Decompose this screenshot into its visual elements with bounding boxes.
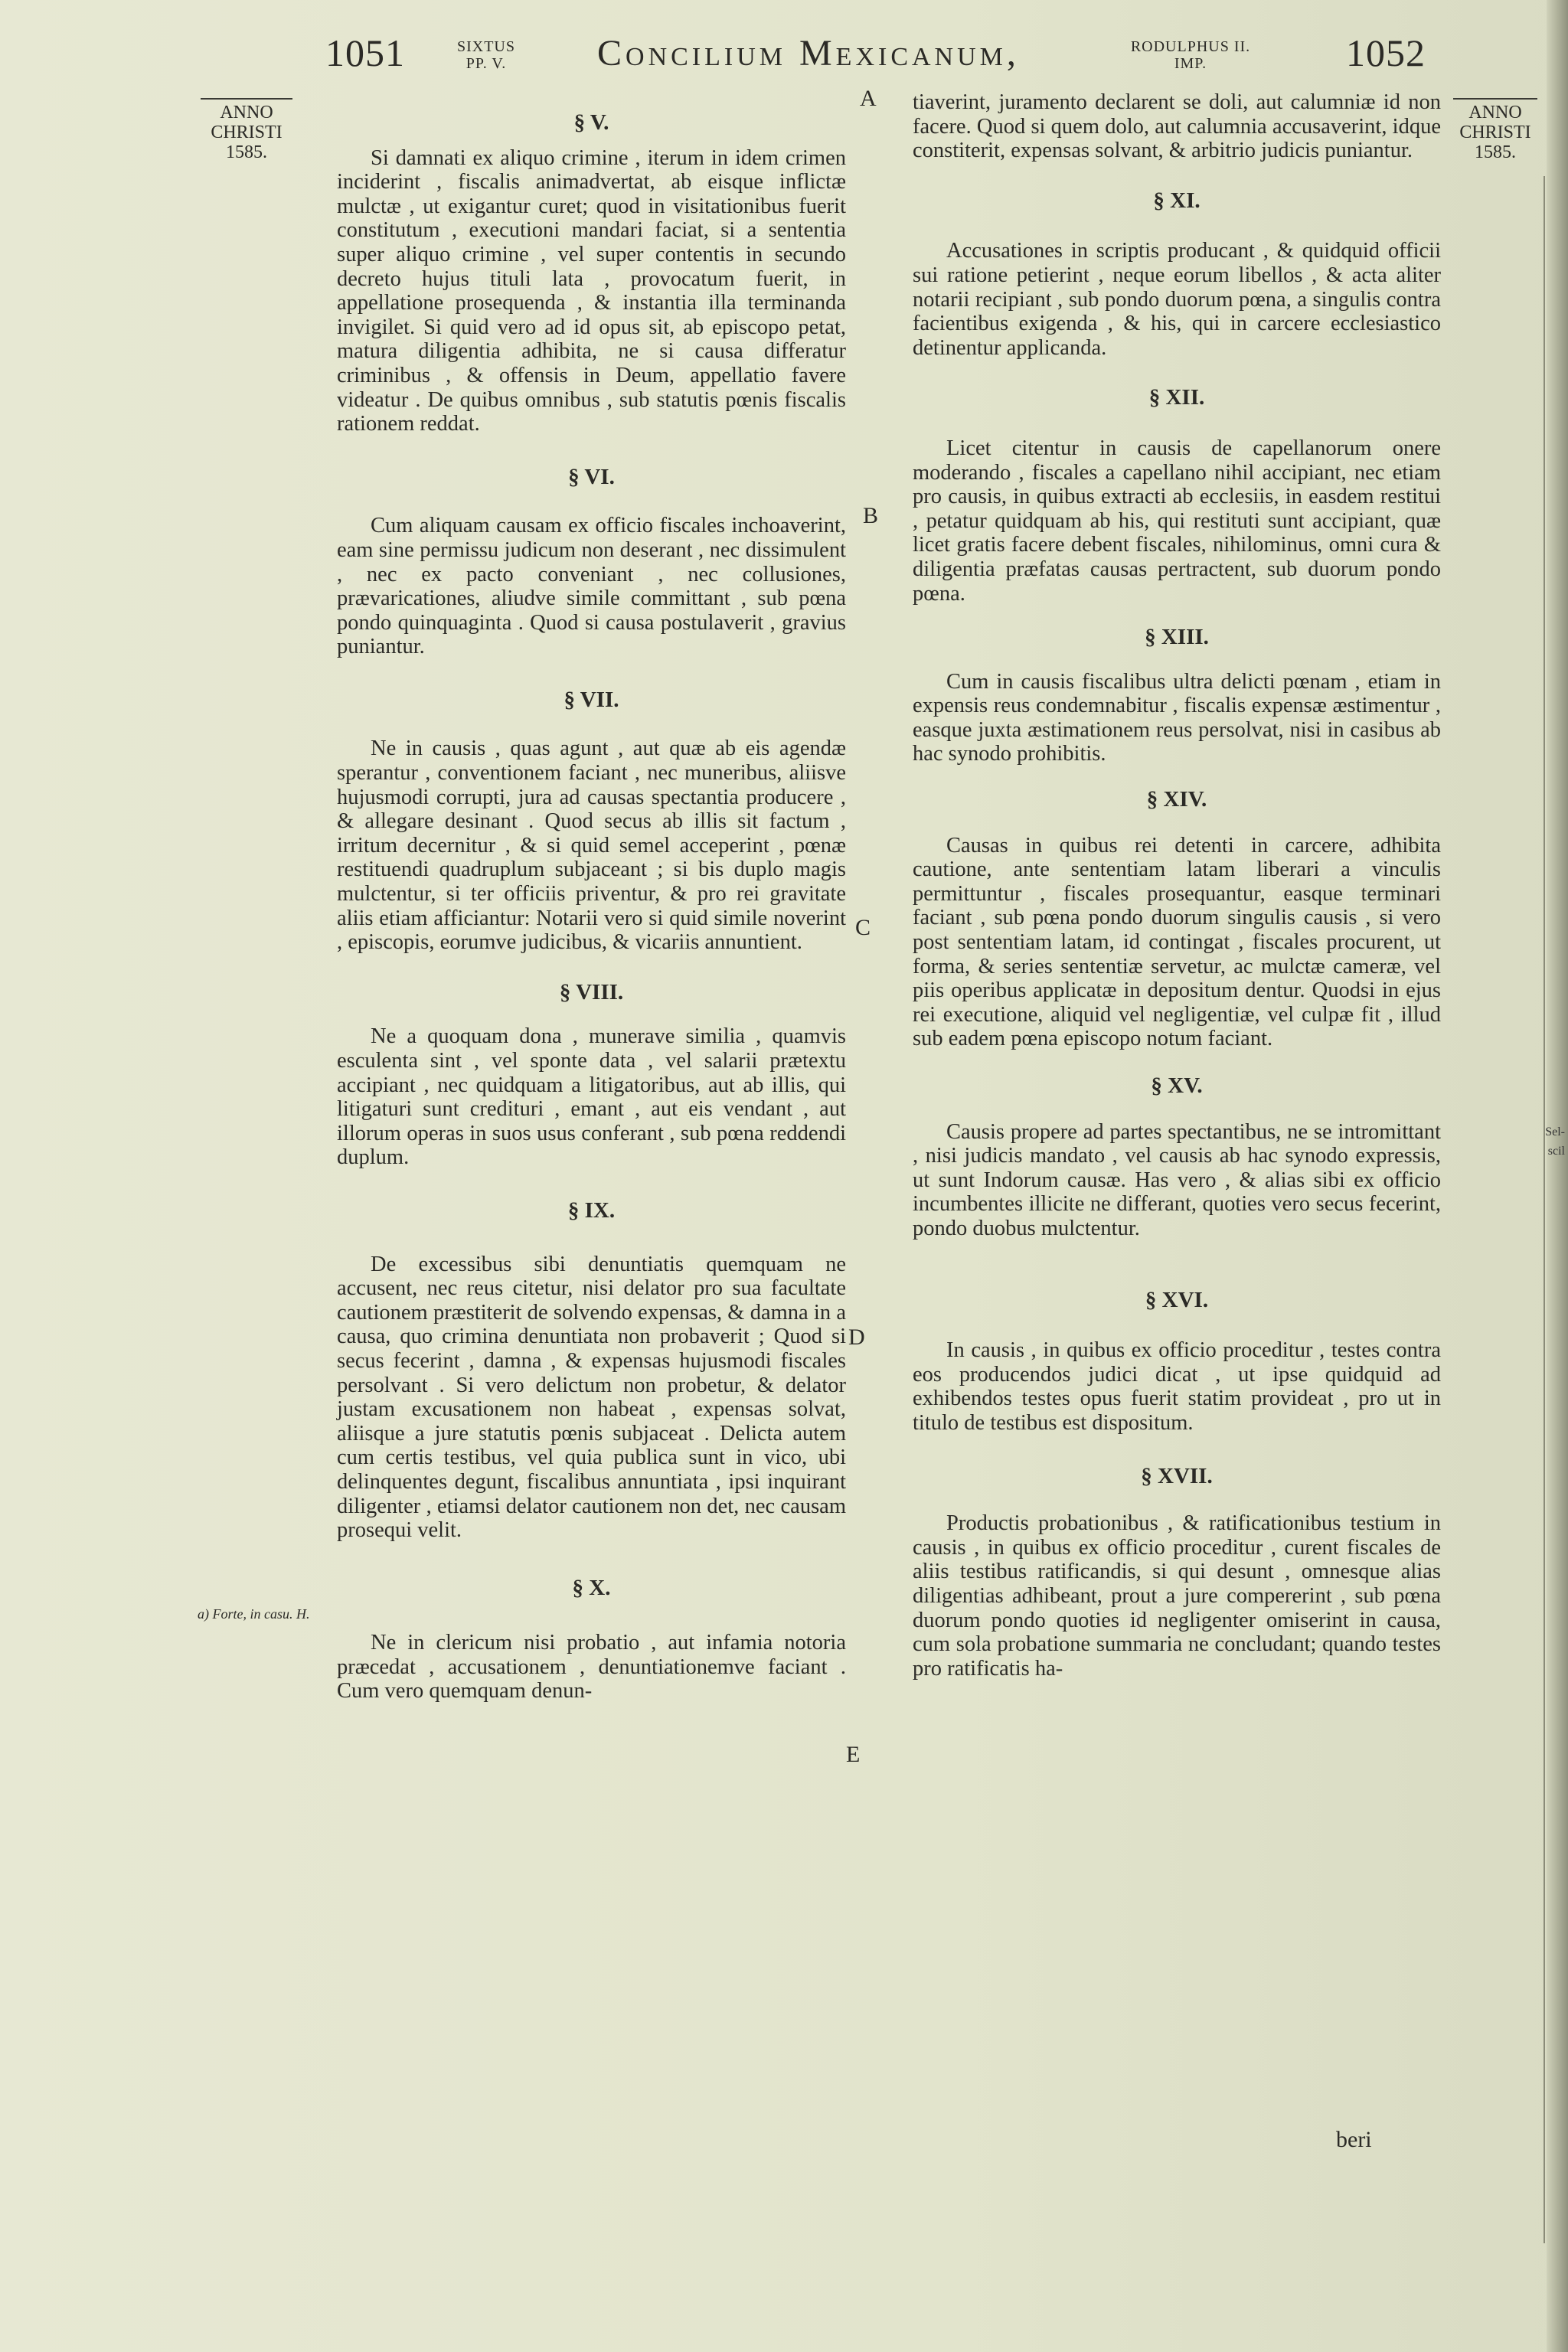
section-heading: § XV. <box>1151 1073 1203 1098</box>
section-paragraph: Causis propere ad partes spectantibus, ne se intromittant , nisi judicis mandato , vel causis ab hac synodo expressis, ut sunt Indorum causæ. Has vero , & alias sibi ex officio incumbentes illicite ne differant, quoties vero secus fecerint, pondo duobus mulctentur. <box>913 1119 1441 1240</box>
section-heading: § XIV. <box>1146 787 1207 812</box>
anno-year: 1585. <box>1475 142 1516 162</box>
section-paragraph: Ne in causis , quas agunt , aut quæ ab eis agendæ sperantur , conventionem faciant , nec muneribus, aliisve hujusmodi corrupti, jura ad causas spectantia producere , & allegare desinant . Quod secus ab illis sit factum , irritum decernitur , & si quid semel acceperint , pœnæ restituendi quadruplum subjaceant ; si bis duplo magis mulctentur, si ter officiis priventur, & pro rei gravitate aliis etiam afficiantur: Notarii vero si quid simile noverint , episcopis, eorumve judicibus, & vicariis annuntient. <box>337 737 846 955</box>
christi-label: CHRISTI <box>1459 122 1531 142</box>
page-number-right: 1052 <box>1346 31 1426 74</box>
section-heading: § VIII. <box>559 979 624 1004</box>
header-pope: SIXTUS PP. V. <box>456 38 515 72</box>
margin-letter-b: B <box>863 503 879 528</box>
left-column <box>337 111 846 1704</box>
section-heading: § V. <box>573 110 609 135</box>
anno-rule <box>201 98 292 100</box>
christi-label: CHRISTI <box>211 122 283 142</box>
edge-fragment: Sel- <box>1545 1125 1565 1138</box>
section-paragraph: Causas in quibus rei detenti in carcere, adhibita cautione, ante sententiam latam liberari a vinculis permittuntur , fiscales prosequantur, easque terminari faciant , sub pœna pondo duorum singulis causis , si vero post sententiam latam, id contingat , fiscales procurent, ut forma, & series sententiæ servetur, ac mulctæ cameræ, vel piis operibus applicatæ in depositum dentur. Quodsi in ejus rei executione, aliquid vel negligentiæ, vel culpæ fit , illud sub eadem pœna episcopo notum faciant. <box>913 833 1441 1051</box>
anno-christi-left <box>201 98 292 162</box>
margin-letter-d: D <box>848 1325 865 1350</box>
anno-label: ANNO <box>220 103 273 122</box>
section-heading: § XIII. <box>1145 625 1209 650</box>
margin-letter-e: E <box>846 1742 861 1767</box>
running-title: Concilium Mexicanum, <box>597 33 1020 74</box>
section-heading: § XVI. <box>1145 1287 1209 1312</box>
right-column <box>913 90 1441 1681</box>
anno-year: 1585. <box>226 142 267 162</box>
header-emperor: RODULPHUS II. IMP. <box>1130 38 1251 72</box>
section-paragraph: In causis , in quibus ex officio proceditur , testes contra eos producendos judici dicat , ut ipse quidquid ad exhibendos testes opus fuerit statim provideat , pro ut in titulo de testibus est dispositum. <box>913 1338 1441 1435</box>
section-paragraph: Cum in causis fiscalibus ultra delicti pœnam , etiam in expensis reus condemnabitur , fiscalis expensæ æstimentur , easque juxta æstimationem reus persolvat, nisi in casibus ab hac synodo prohibitis. <box>913 669 1441 766</box>
section-heading: § XVII. <box>1141 1463 1213 1488</box>
page-number-left: 1051 <box>325 31 405 74</box>
section-paragraph: De excessibus sibi denuntiatis quemquam ne accusent, nec reus citetur, nisi delator pro sua facultate cautionem præstiterit de solvendo expensas, & damna in a causa, quo crimina denuntiata non probaverit ; Quod si secus fecerint , damna , & expensas hujusmodi fiscales persolvant . Si vero delictum non probetur, & delator justam excusationem non habeat , expensas solvat, aliisque a jure statutis pœnis subjaceat . Delicta autem cum certis testibus, vel quia publica sunt in vico, ubi delinquentes degunt, fiscalibus annuntiata , ipsi inquirant diligenter , etiamsi delator cautionem non det, nec causam prosequi velit. <box>337 1252 846 1543</box>
margin-footnote: a) Forte, in casu. H. <box>198 1606 310 1622</box>
section-heading: § VI. <box>568 464 615 489</box>
section-heading: § VII. <box>564 687 619 712</box>
margin-letter-a: A <box>860 86 877 111</box>
section-paragraph: Ne a quoquam dona , munerave similia , quamvis esculenta sint , vel sponte data , vel salarii prætextu accipiant , nec quidquam a litigatoribus, aut ab illis, qui litigaturi sunt credituri , emant , aut eis vendant , aut illorum operas in suos usus conferant , sub pœna reddendi duplum. <box>337 1024 846 1170</box>
section-heading: § XII. <box>1148 385 1205 410</box>
section-paragraph: Si damnati ex aliquo crimine , iterum in idem crimen inciderint , fiscalis animadvertat, ab eisque inflictæ mulctæ , ut exigantur curet; quod in visitationibus fuerit constitutum , executioni mandari faciat, si a sententia super aliquo crimine , vel super contentis in secundo decreto hujus tituli lata , provocatum fuerit, in appellatione prosequenda , & instantia illa terminanda invigilet. Si quid vero ad id opus sit, ab episcopo petat, matura diligentia adhibita, ne si causa differatur criminibus , & offensis in Deum, appellatio favere videatur . De quibus omnibus , sub statutis pœnis fiscalis rationem reddat. <box>337 145 846 436</box>
section-heading: § X. <box>572 1575 611 1600</box>
catchword: beri <box>1336 2127 1372 2152</box>
anno-label: ANNO <box>1468 103 1522 122</box>
section-paragraph: Productis probationibus , & ratificationibus testium in causis , in quibus ex officio proceditur , curent fiscales de aliis testibus ratificandis, si qui desunt , omnesque alias diligentias adhibeant, prout a jure compererint , sub pœna duorum pondo quoties id negligenter omiserint in causa, cum sola probatione summaria ne concludant; quando testes pro ratificatis ha- <box>913 1511 1441 1681</box>
book-edge <box>1547 0 1568 2352</box>
continued-paragraph: tiaverint, juramento declarent se doli, aut calumniæ id non facere. Quod si quem dolo, aut calumnia accusaverint, idque constiterit, expensas solvant, & arbitrio judicis puniantur. <box>913 90 1441 163</box>
edge-fragment: scil <box>1547 1145 1565 1158</box>
anno-christi-right <box>1453 98 1537 162</box>
section-paragraph: Licet citentur in causis de capellanorum onere moderando , fiscales a capellano nihil accipiant, nec etiam pro causis, in quibus extracti ab ecclesiis, in easdem restitui , petatur quidquam ab his, qui restituti sunt accipiant, quæ licet gratis facere debent fiscales, nihilominus, omni cura & diligentia præfatas causas pertractent, sub duorum pondo pœna. <box>913 436 1441 606</box>
margin-letter-c: C <box>855 915 871 940</box>
anno-rule <box>1453 98 1537 100</box>
section-paragraph: Accusationes in scriptis producant , & quidquid officii sui ratione petierint , neque eorum libellos , & acta aliter notarii recipiant , sub pondo duorum pœna, a singulis contra facientibus exigenda , & his, qui in carcere ecclesiastico detinentur applicanda. <box>913 239 1441 360</box>
section-paragraph: Ne in clericum nisi probatio , aut infamia notoria præcedat , accusationem , denuntiationemve faciant . Cum vero quemquam denun- <box>337 1631 846 1704</box>
section-paragraph: Cum aliquam causam ex officio fiscales inchoaverint, eam sine permissu judicum non deserant , nec dissimulent , nec ex pacto conveniant , nec collusiones, prævaricationes, aliudve simile committant , sub pœna pondo quinquaginta . Quod si causa postulaverit , gravius puniantur. <box>337 514 846 659</box>
edge-rule <box>1544 176 1545 2243</box>
section-heading: § IX. <box>567 1197 616 1223</box>
section-heading: § XI. <box>1153 188 1200 213</box>
